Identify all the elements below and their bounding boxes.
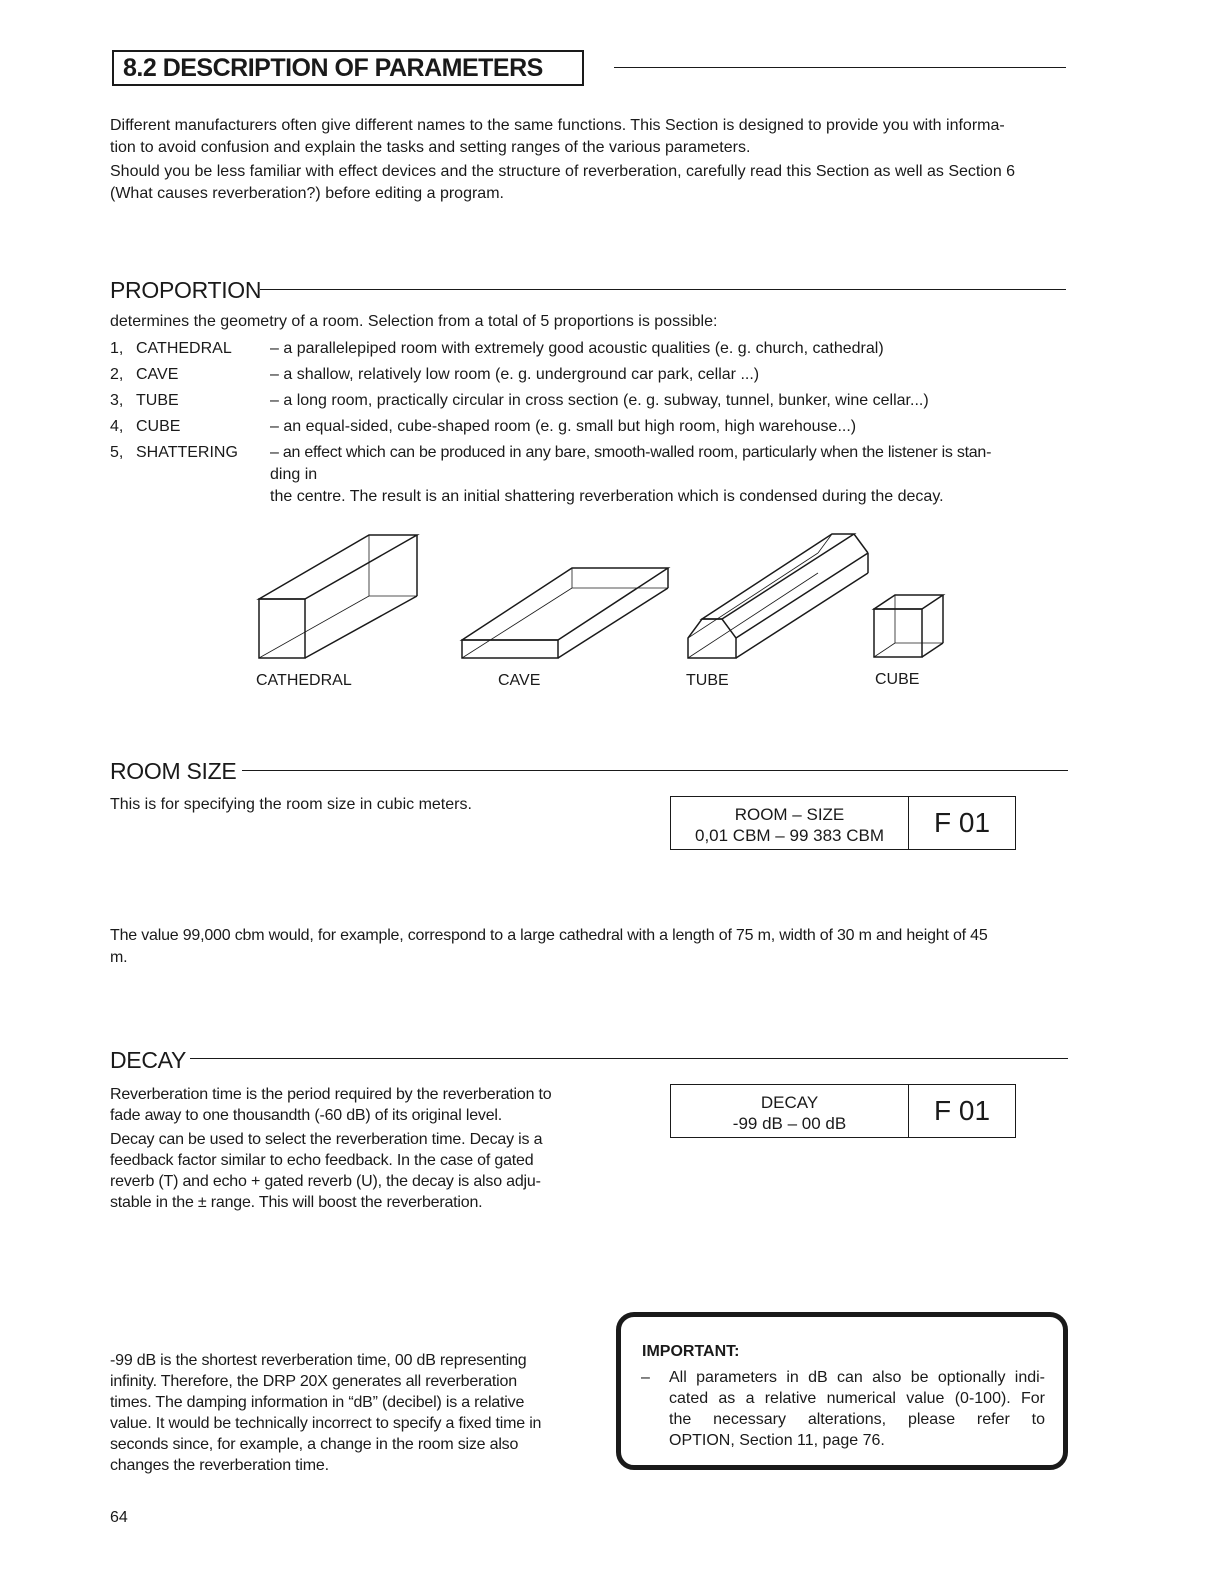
intro-text [110,115,1070,205]
display-range: -99 dB – 00 dB [732,1114,847,1133]
tube-shape [688,534,868,658]
decay-bottom-line: value. It would be technically incorrect to specify a fixed time in [110,1415,542,1432]
important-dash: – [641,1369,650,1386]
item-name: CATHEDRAL [136,340,232,357]
section-title: 8.2 DESCRIPTION OF PARAMETERS [112,50,584,86]
decay-line: Reverberation time is the period required by the reverberation to [110,1086,552,1103]
example-line: The value 99,000 cbm would, for example, correspond to a large cathedral with a length of 75 m, width of 30 m and height of 45 [110,927,988,944]
item-name: TUBE [136,392,179,409]
title-rule [614,67,1066,68]
decay-bottom-line: times. The damping information in “dB” (decibel) is a relative [110,1394,525,1411]
room-shapes-illustration [240,525,960,665]
important-note [616,1312,1068,1470]
caption-cathedral: CATHEDRAL [256,672,352,689]
item-number: 5, [110,444,124,461]
item-description: – a long room, practically circular in cross section (e. g. subway, tunnel, bunker, wine cellar...) [270,392,929,409]
decay-bottom-text [110,1350,600,1476]
list-item [110,364,1070,390]
decay-bottom-line: infinity. Therefore, the DRP 20X generates all reverberation [110,1373,517,1390]
decay-bottom-line: changes the reverberation time. [110,1457,329,1474]
display-code: F 01 [933,807,991,838]
caption-tube: TUBE [686,672,729,689]
decay-line: Decay can be used to select the reverberation time. Decay is a [110,1131,543,1148]
page-number: 64 [110,1509,128,1526]
room-size-text: This is for specifying the room size in cubic meters. [110,796,472,813]
important-line: the necessary alterations, please refer to [669,1411,1045,1428]
intro-line: Should you be less familiar with effect devices and the structure of reverberation, carefully read this Section as well as Section 6 [110,163,1016,180]
important-text [669,1367,1045,1451]
decay-line: stable in the ± range. This will boost the reverberation. [110,1194,483,1211]
decay-display-range [671,1085,909,1137]
caption-cave: CAVE [498,672,541,689]
proportion-heading: PROPORTION [110,277,262,303]
room-size-heading: ROOM SIZE [110,758,237,784]
item-name: CUBE [136,418,181,435]
important-title: IMPORTANT: [642,1343,740,1360]
item-number: 3, [110,392,124,409]
cave-shape [462,568,668,658]
intro-line: tion to avoid confusion and explain the tasks and setting ranges of the various parameters. [110,139,751,156]
decay-line: reverb (T) and echo + gated reverb (U), the decay is also adju- [110,1173,541,1190]
decay-line: feedback factor similar to echo feedback. In the case of gated [110,1152,534,1169]
intro-line: (What causes reverberation?) before editing a program. [110,185,504,202]
item-description: – a shallow, relatively low room (e. g. underground car park, cellar ...) [270,366,760,383]
example-line: m. [110,949,128,966]
intro-line: Different manufacturers often give different names to the same functions. This Section is designed to provide you with informa- [110,117,1005,134]
display-range: 0,01 CBM – 99 383 CBM [695,826,884,845]
decay-rule [190,1058,1068,1059]
room-size-display [670,796,1016,850]
list-item [110,416,1070,442]
item-number: 2, [110,366,124,383]
important-line: All parameters in dB can also be optionally indi- [669,1369,1045,1386]
important-line: OPTION, Section 11, page 76. [669,1432,885,1449]
decay-text [110,1084,600,1213]
item-number: 4, [110,418,124,435]
decay-heading: DECAY [110,1047,187,1073]
display-label: ROOM – SIZE [734,805,845,824]
display-label: DECAY [760,1093,819,1112]
cube-shape [874,595,943,657]
proportion-list [110,338,1070,508]
room-size-display-range [671,797,909,849]
decay-bottom-line: seconds since, for example, a change in the room size also [110,1436,519,1453]
important-line: cated as a relative numerical value (0-100). For [669,1390,1045,1407]
decay-display [670,1084,1016,1138]
item-continuation: the centre. The result is an initial shattering reverberation which is condensed during the decay. [270,488,944,505]
item-description: – an effect which can be produced in any bare, smooth-walled room, particularly when the listener is stan- [270,444,992,461]
item-description: – a parallelepiped room with extremely good acoustic qualities (e. g. church, cathedral) [270,340,884,357]
list-item [110,390,1070,416]
decay-line: fade away to one thousandth (-60 dB) of its original level. [110,1107,502,1124]
room-size-example [110,925,1070,969]
decay-bottom-line: -99 dB is the shortest reverberation time, 00 dB representing [110,1352,527,1369]
item-number: 1, [110,340,124,357]
proportion-rule [260,289,1066,290]
item-continuation: ding in [270,466,318,483]
cathedral-shape [259,535,417,658]
room-size-rule [242,770,1068,771]
caption-cube: CUBE [875,671,920,688]
item-name: SHATTERING [136,444,238,461]
item-description: – an equal-sided, cube-shaped room (e. g. small but high room, high warehouse...) [270,418,857,435]
item-name: CAVE [136,366,179,383]
proportion-lead: determines the geometry of a room. Selection from a total of 5 proportions is possible: [110,313,718,330]
list-item [110,338,1070,364]
list-item [110,442,1070,464]
display-code: F 01 [933,1095,991,1126]
